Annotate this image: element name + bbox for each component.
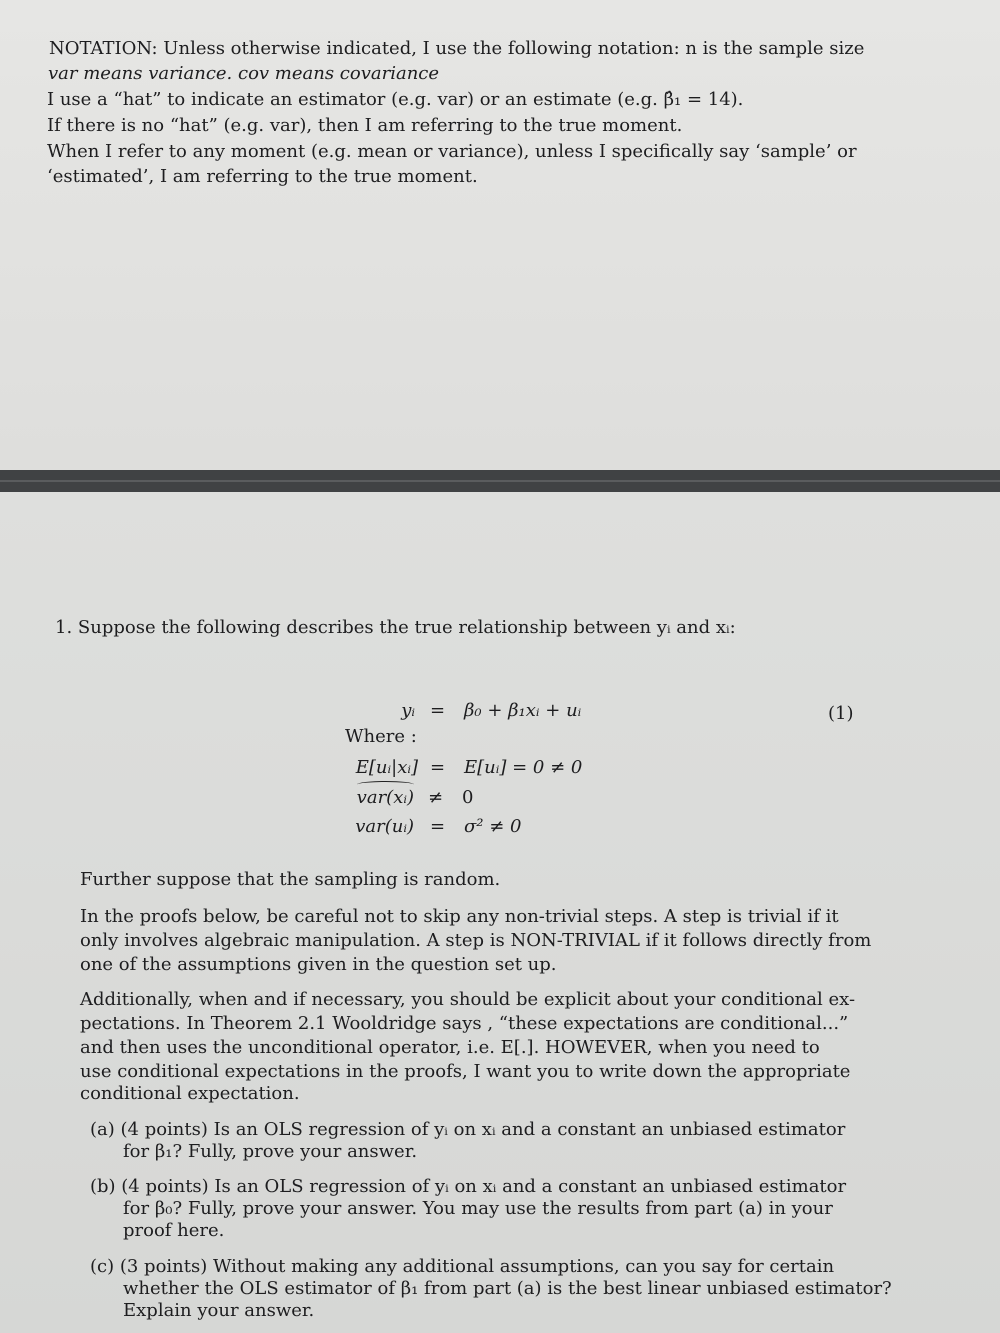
where-label: Where : xyxy=(345,726,417,747)
eq4-rhs: σ² ≠ 0 xyxy=(464,816,522,837)
proof-instructions-line-1: In the proofs below, be careful not to skip any non-trivial steps. A step is trivial if it xyxy=(80,906,839,927)
notation-line-5: When I refer to any moment (e.g. mean or variance), unless I specifically say ‘sample’ or xyxy=(47,141,857,162)
part-a-line-2: for β₁? Fully, prove your answer. xyxy=(123,1141,418,1162)
eq3-rhs: 0 xyxy=(462,787,474,808)
part-c-line-1: (c) (3 points) Without making any additional assumptions, can you say for certain xyxy=(90,1256,835,1277)
eq3-lhs-text: var(xᵢ) xyxy=(356,787,414,808)
eq3-op: ≠ xyxy=(428,787,444,808)
eq2-lhs: E[uᵢ|xᵢ] xyxy=(355,757,418,778)
eq1-rhs: β₀ + β₁xᵢ + uᵢ xyxy=(464,700,582,721)
conditional-line-1: Additionally, when and if necessary, you should be explicit about your conditional ex- xyxy=(80,989,856,1010)
eq2-rhs: E[uᵢ] = 0 ≠ 0 xyxy=(464,757,583,778)
part-c-line-2: whether the OLS estimator of β₁ from part (a) is the best linear unbiased estimator? xyxy=(123,1278,892,1299)
notation-line-4: If there is no “hat” (e.g. var), then I am referring to the true moment. xyxy=(47,115,683,136)
eq1-lhs: yᵢ xyxy=(401,700,415,721)
conditional-line-4: use conditional expectations in the proofs, I want you to write down the appropriate xyxy=(80,1061,851,1082)
conditional-line-3: and then uses the unconditional operator, i.e. E[.]. HOWEVER, when you need to xyxy=(80,1037,820,1058)
eq4-op: = xyxy=(430,816,446,837)
hat-accent xyxy=(357,787,414,808)
eq1-number: (1) xyxy=(828,703,854,724)
notation-line-3: I use a “hat” to indicate an estimator (e.g. var) or an estimate (e.g. β̂₁ = 14). xyxy=(47,89,744,110)
proof-instructions-line-3: one of the assumptions given in the question set up. xyxy=(80,954,557,975)
conditional-line-2: pectations. In Theorem 2.1 Wooldridge says , “these expectations are conditional...” xyxy=(80,1013,849,1034)
notation-line-2: var means variance. cov means covariance xyxy=(48,63,440,84)
eq3-lhs xyxy=(300,787,414,808)
conditional-line-5: conditional expectation. xyxy=(80,1083,300,1104)
page-divider xyxy=(0,470,1000,492)
eq4-lhs: var(uᵢ) xyxy=(355,816,414,837)
sampling-text: Further suppose that the sampling is random. xyxy=(80,869,501,890)
part-b-line-3: proof here. xyxy=(123,1220,225,1241)
notation-line-1: NOTATION: Unless otherwise indicated, I use the following notation: n is the sample size xyxy=(49,38,865,59)
proof-instructions-line-2: only involves algebraic manipulation. A step is NON-TRIVIAL if it follows directly from xyxy=(80,930,872,951)
eq1-op: = xyxy=(430,700,446,721)
part-b-line-1: (b) (4 points) Is an OLS regression of yᵢ on xᵢ and a constant an unbiased estimator xyxy=(90,1176,847,1197)
part-b-line-2: for β₀? Fully, prove your answer. You may use the results from part (a) in your xyxy=(123,1198,833,1219)
part-a-line-1: (a) (4 points) Is an OLS regression of yᵢ on xᵢ and a constant an unbiased estimator xyxy=(90,1119,846,1140)
eq2-op: = xyxy=(430,757,446,778)
part-c-line-3: Explain your answer. xyxy=(123,1300,315,1321)
notation-line-6: ‘estimated’, I am referring to the true moment. xyxy=(47,166,478,187)
question-intro: 1. Suppose the following describes the true relationship between yᵢ and xᵢ: xyxy=(55,617,736,638)
